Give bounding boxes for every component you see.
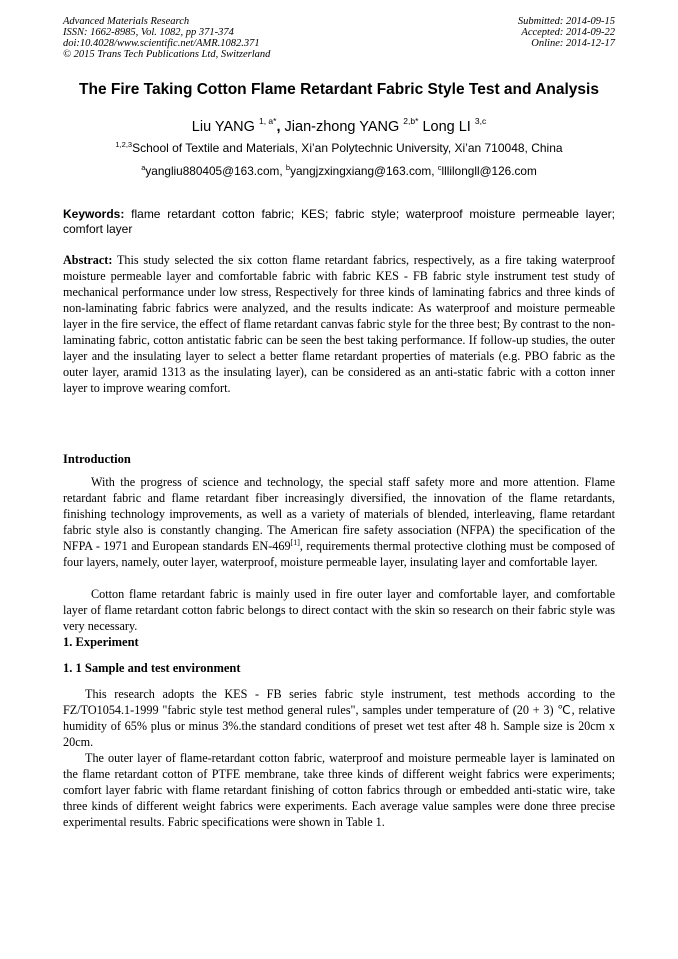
experiment-paragraph: The outer layer of flame-retardant cotton fabric, waterproof and moisture permeable layer is laminated on the flame retardant cotton of PTFE membrane, take three kinds of different weight fabrics were experiments; comfort layer fabric with flame retardant finishing of cotton fabrics through or embedded anti-static wire, take three kinds of different weight fabrics were experiments. Each average value samples were done three precise experimental results. Fabric specifications were shown in Table 1.	[63, 751, 615, 829]
email-superscript: b	[285, 163, 291, 172]
issn-line: ISSN: 1662-8985, Vol. 1082, pp 371-374	[63, 27, 234, 38]
abstract-text: This study selected the six cotton flame retardant fabrics, respectively, as a fire taking waterproof moisture permeable layer and comfortable fabric with fabric KES - FB fabric style instrument test study of mechanical performance under low stress, Respectively for three kinds of laminating fabrics and three kinds of non-laminating fabric fabrics were analyzed, and the results indicate: As waterproof and moisture permeable layer in the fire service, the effect of flame retardant canvas fabric style for the three best; By contrast to the non-laminating fabric, cotton antistatic fabric can be seen the best taking performance. If follow-up studies, the outer layer and the insulating layer to select a better flame retardant properties of materials (e.g. PBO fabric as the outer layer, aramid 1313 as the insulating layer), can be considered as an anti-static fabric with a cotton inner layer to improve wearing comfort.	[63, 253, 616, 395]
author-name: Liu YANG	[191, 119, 255, 135]
author-name: Long LI	[422, 119, 471, 135]
introduction-heading: Introduction	[63, 452, 131, 466]
section-heading: 1. Experiment	[63, 635, 139, 649]
submitted-date: Submitted: 2014-09-15	[517, 16, 615, 27]
keywords-text: flame retardant cotton fabric; KES; fabric style; waterproof moisture permeable layer; comfort layer	[63, 207, 616, 236]
accepted-date: Accepted: 2014-09-22	[521, 27, 615, 38]
paragraph-text: , requirements thermal protective clothing must be composed of four layers, namely, outer layer, waterproof, moisture permeable layer, insulating layer and comfortable layer.	[63, 539, 615, 569]
affiliation-text: School of Textile and Materials, Xi’an Polytechnic University, Xi’an 710048, China	[132, 141, 563, 155]
introduction-paragraph: Cotton flame retardant fabric is mainly used in fire outer layer and comfortable layer, and comfortable layer of flame retardant cotton fabric belongs to direct contact with the skin so research on their fabric style was very necessary.	[63, 587, 615, 633]
keywords-block	[63, 207, 615, 237]
email-superscript: a	[141, 163, 146, 172]
publication-dates	[518, 16, 615, 49]
experiment-paragraph: This research adopts the KES - FB series fabric style instrument, test methods according to the FZ/TO1054.1-1999 "fabric style test method general rules", samples under temperature of (20 + 3) ℃, relative humidity of 65% plus or minus 3%.the standard conditions of preset wet test after 48 h. Sample size is 20cm x 20cm.	[63, 687, 615, 749]
author-superscript: 3,c	[474, 116, 487, 126]
journal-name: Advanced Materials Research	[63, 16, 190, 27]
email-address[interactable]: yangliu880405@163.com,	[145, 164, 283, 178]
paragraph-text: With the progress of science and technology, the special staff safety more and more attention. Flame retardant fabric and flame retardant fiber increasingly diversified, the innovation of the flame retardants, finishing technology improvements, as well as a variety of materials of blended, interleaving, flame retardant fabric style also is constantly changing. The American fire safety association (NFPA) the specification of the NFPA - 1971 and European standards EN-469	[63, 475, 615, 553]
introduction-paragraph	[63, 474, 615, 570]
abstract-label: Abstract:	[63, 253, 113, 267]
abstract-block	[63, 252, 615, 396]
email-address[interactable]: lllilongll@126.com	[441, 164, 537, 178]
email-list	[40, 163, 638, 179]
email-address[interactable]: yangjzxingxiang@163.com,	[290, 164, 435, 178]
doi-line: doi:10.4028/www.scientific.net/AMR.1082.371	[63, 38, 260, 49]
copyright-line: © 2015 Trans Tech Publications Ltd, Switzerland	[63, 49, 271, 60]
keywords-label: Keywords:	[63, 207, 125, 221]
author-name: Jian-zhong YANG	[284, 119, 400, 135]
paper-title: The Fire Taking Cotton Flame Retardant Fabric Style Test and Analysis	[79, 81, 599, 98]
subsection-heading: 1. 1 Sample and test environment	[63, 661, 241, 675]
affiliation-superscript: 1,2,3	[115, 140, 133, 149]
journal-info	[63, 16, 270, 60]
author-superscript: 1, a*	[258, 116, 277, 126]
affiliation	[40, 140, 638, 156]
email-superscript: c	[437, 163, 442, 172]
online-date: Online: 2014-12-17	[531, 38, 615, 49]
citation-ref[interactable]: [1]	[290, 538, 300, 547]
author-list: Liu YANG $^{1, a*}$, Jian-zhong YANG $^{2,b*}$ Long LI $^{3,c}$	[191, 116, 487, 135]
author-superscript: 2,b*	[403, 116, 419, 126]
